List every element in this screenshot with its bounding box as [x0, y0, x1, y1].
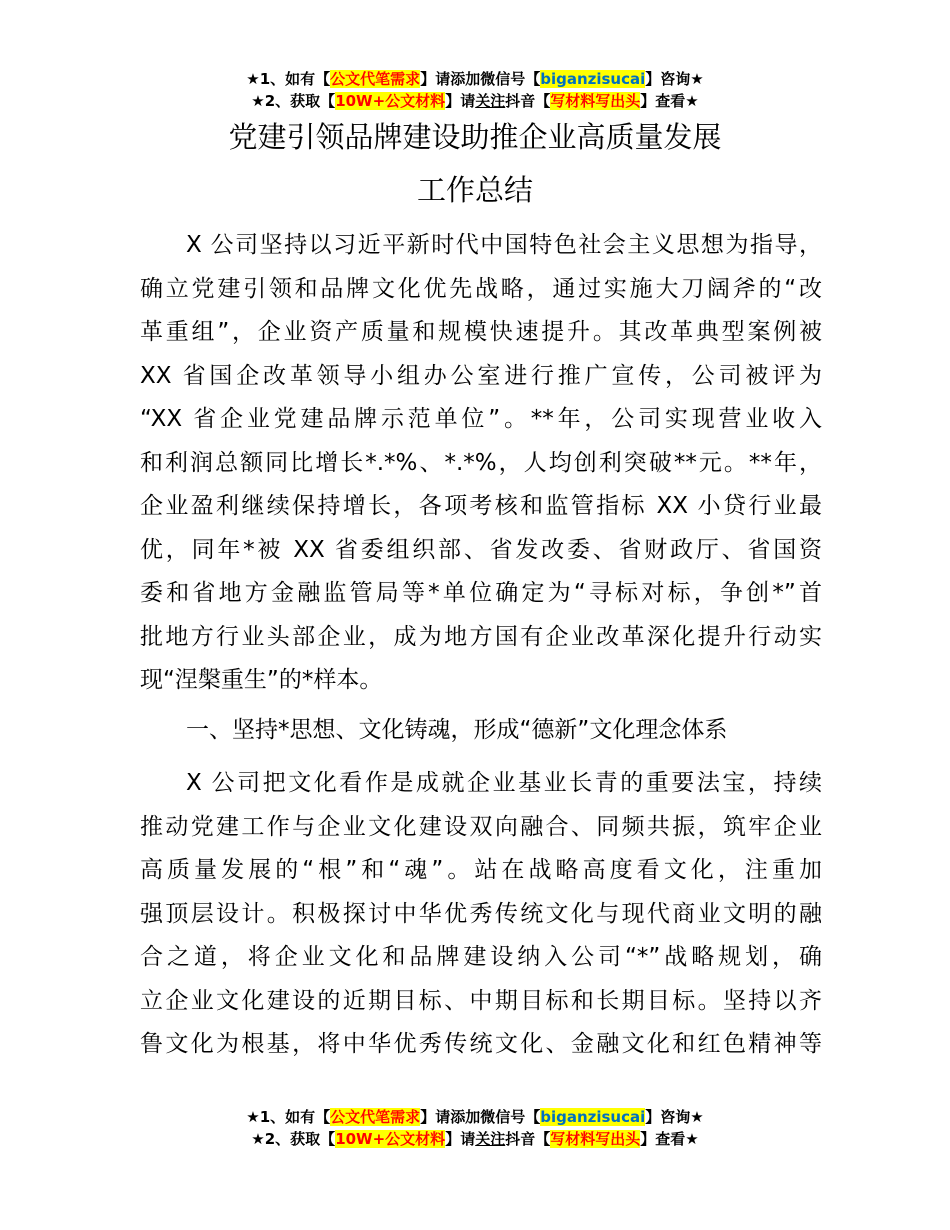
promo-text: 】查看★ — [640, 1130, 699, 1148]
document-title-line-1: 党建引领品牌建设助推企业高质量发展 — [228, 120, 722, 154]
promo-highlight-wechat-id: biganzisucai — [540, 70, 646, 88]
text-line: 和利润总额同比增长*.*%、*.*%，人均创利突破**元。**年， — [140, 449, 822, 476]
text-line: 确立党建引领和品牌文化优先战略，通过实施大刀阔斧的“改 — [140, 275, 822, 302]
promo-underline-follow: 关注 — [475, 92, 506, 110]
promo-highlight-wechat-id: biganzisucai — [540, 1108, 646, 1126]
promo-text: ★1、如有【 — [246, 70, 331, 88]
text-line: 企业盈利继续保持增长，各项考核和监管指标 XX 小贷行业最 — [140, 493, 822, 519]
promo-highlight-materials: 10W+公文材料 — [335, 92, 446, 110]
promo-text: 】请添加微信号【 — [420, 70, 541, 88]
promo-text: ★1、如有【 — [246, 1108, 331, 1126]
document-title-line-2: 工作总结 — [416, 173, 533, 207]
text-line: 推动党建工作与企业文化建设双向融合、同频共振，筑牢企业 — [140, 813, 822, 840]
text-line: XX 省国企改革领导小组办公室进行推广宣传，公司被评为 — [140, 362, 822, 389]
promo-highlight-materials: 10W+公文材料 — [335, 1130, 446, 1148]
text-line: 合之道，将企业文化和品牌建设纳入公司“*”战略规划，确 — [140, 944, 822, 970]
text-line: 强顶层设计。积极探讨中华优秀传统文化与现代商业文明的融 — [140, 900, 822, 927]
body-paragraph-1 — [140, 224, 822, 703]
promo-text: ★2、获取【 — [251, 1130, 336, 1148]
text-line: 批地方行业头部企业，成为地方国有企业改革深化提升行动实 — [140, 623, 822, 650]
promo-line-1 — [0, 68, 950, 90]
promo-text: 】查看★ — [640, 92, 699, 110]
text-line: 鲁文化为根基，将中华优秀传统文化、金融文化和红色精神等 — [140, 1031, 822, 1057]
promo-text: 抖音【 — [505, 1130, 551, 1148]
text-line: 高质量发展的“根”和“魂”。站在战略高度看文化，注重加 — [140, 857, 822, 883]
promo-text: 抖音【 — [505, 92, 551, 110]
text-line: “XX 省企业党建品牌示范单位”。**年，公司实现营业收入 — [140, 406, 822, 432]
promo-text: 】咨询★ — [645, 1108, 704, 1126]
promo-underline-follow: 关注 — [475, 1130, 506, 1148]
section-heading-1 — [140, 709, 822, 753]
text-line: 委和省地方金融监管局等*单位确定为“寻标对标，争创*”首 — [140, 580, 822, 606]
promo-text: 】咨询★ — [645, 70, 704, 88]
promo-line-1 — [0, 1106, 950, 1128]
promo-highlight-douyin: 写材料写出头 — [550, 92, 641, 110]
promo-text: 】请 — [445, 1130, 476, 1148]
text-line: X 公司坚持以习近平新时代中国特色社会主义思想为指导， — [186, 232, 822, 258]
promo-text: 】请添加微信号【 — [420, 1108, 541, 1126]
promo-line-2 — [0, 1128, 950, 1150]
promo-highlight-service: 公文代笔需求 — [330, 70, 421, 88]
text-line: 革重组”，企业资产质量和规模快速提升。其改革典型案例被 — [140, 319, 822, 345]
promo-text: ★2、获取【 — [251, 92, 336, 110]
body-paragraph-2 — [140, 762, 822, 1067]
promo-highlight-service: 公文代笔需求 — [330, 1108, 421, 1126]
promo-text: 】请 — [445, 92, 476, 110]
text-line: X 公司把文化看作是成就企业基业长青的重要法宝，持续 — [186, 770, 822, 796]
promo-highlight-douyin: 写材料写出头 — [550, 1130, 641, 1148]
section-heading-text: 一、坚持*思想、文化铸魂，形成“德新”文化理念体系 — [186, 717, 728, 743]
text-line: 现“涅槃重生”的*样本。 — [140, 667, 383, 693]
promo-line-2 — [0, 90, 950, 112]
text-line: 优，同年*被 XX 省委组织部、省发改委、省财政厅、省国资 — [140, 536, 822, 563]
text-line: 立企业文化建设的近期目标、中期目标和长期目标。坚持以齐 — [140, 987, 822, 1014]
